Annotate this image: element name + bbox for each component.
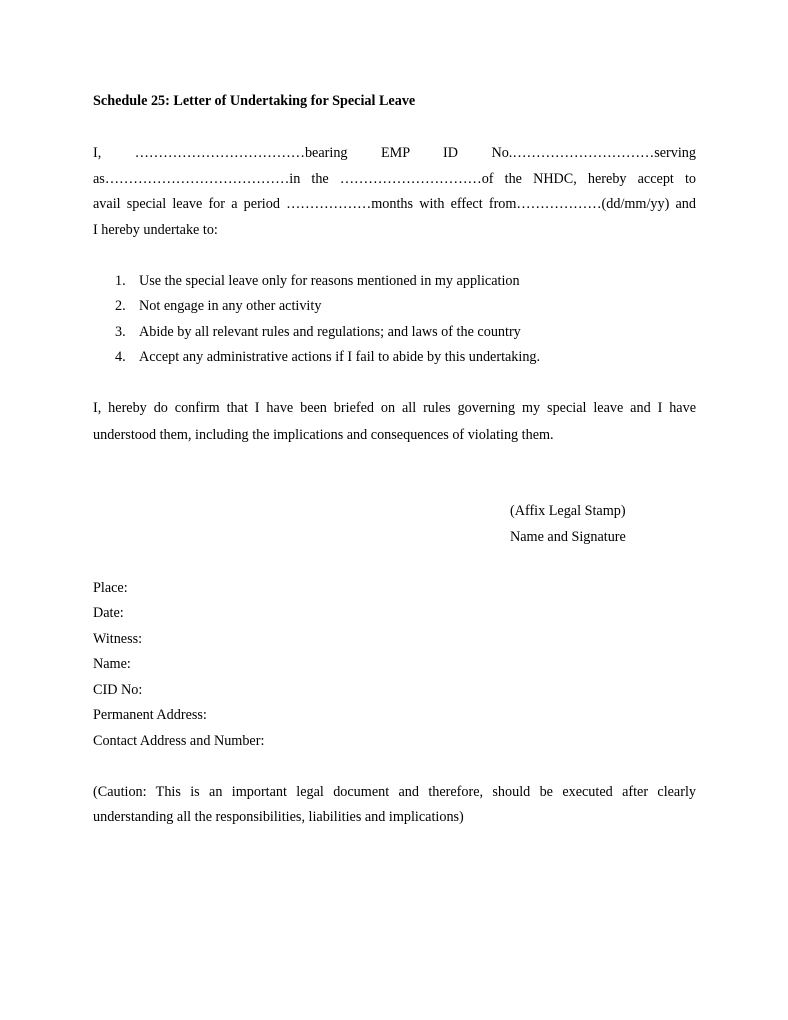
list-item-number: 2. [115, 298, 126, 314]
list-item-number: 4. [115, 349, 126, 365]
caution-line: understanding all the responsibilities, liabilities and implications) [93, 809, 464, 825]
list-item [115, 348, 540, 366]
list-item-number: 1. [115, 273, 126, 289]
list-item-text: Not engage in any other activity [139, 298, 322, 314]
field-witness: Witness: [93, 631, 143, 647]
list-item-text: Abide by all relevant rules and regulations; and laws of the country [139, 324, 521, 340]
intro-line: avail special leave for a period ………………months with effect from………………(dd/mm/yy) and [93, 196, 696, 212]
list-item-text: Accept any administrative actions if I fail to abide by this undertaking. [139, 349, 541, 365]
field-cid-no: CID No: [93, 682, 143, 698]
confirmation-line: understood them, including the implications and consequences of violating them. [93, 427, 554, 443]
field-place: Place: [93, 580, 128, 596]
intro-line: I, ………………………………bearing EMP ID No.…………………………serving [93, 145, 696, 161]
stamp-label: (Affix Legal Stamp) [510, 503, 626, 519]
intro-line: I hereby undertake to: [93, 222, 218, 238]
list-item [115, 297, 321, 315]
caution-line: (Caution: This is an important legal document and therefore, should be executed after clearly [93, 784, 696, 800]
field-date: Date: [93, 605, 124, 621]
name-signature-label: Name and Signature [510, 529, 626, 545]
field-name: Name: [93, 656, 131, 672]
list-item [115, 323, 521, 341]
list-item-text: Use the special leave only for reasons mentioned in my application [139, 273, 520, 289]
list-item-number: 3. [115, 324, 126, 340]
list-item [115, 272, 520, 290]
field-contact-address: Contact Address and Number: [93, 733, 265, 749]
field-permanent-address: Permanent Address: [93, 707, 207, 723]
confirmation-line: I, hereby do confirm that I have been briefed on all rules governing my special leave and I have [93, 400, 696, 416]
intro-line: as…………………………………in the …………………………of the NHDC, hereby accept to [93, 171, 696, 187]
document-title: Schedule 25: Letter of Undertaking for Special Leave [93, 93, 416, 109]
